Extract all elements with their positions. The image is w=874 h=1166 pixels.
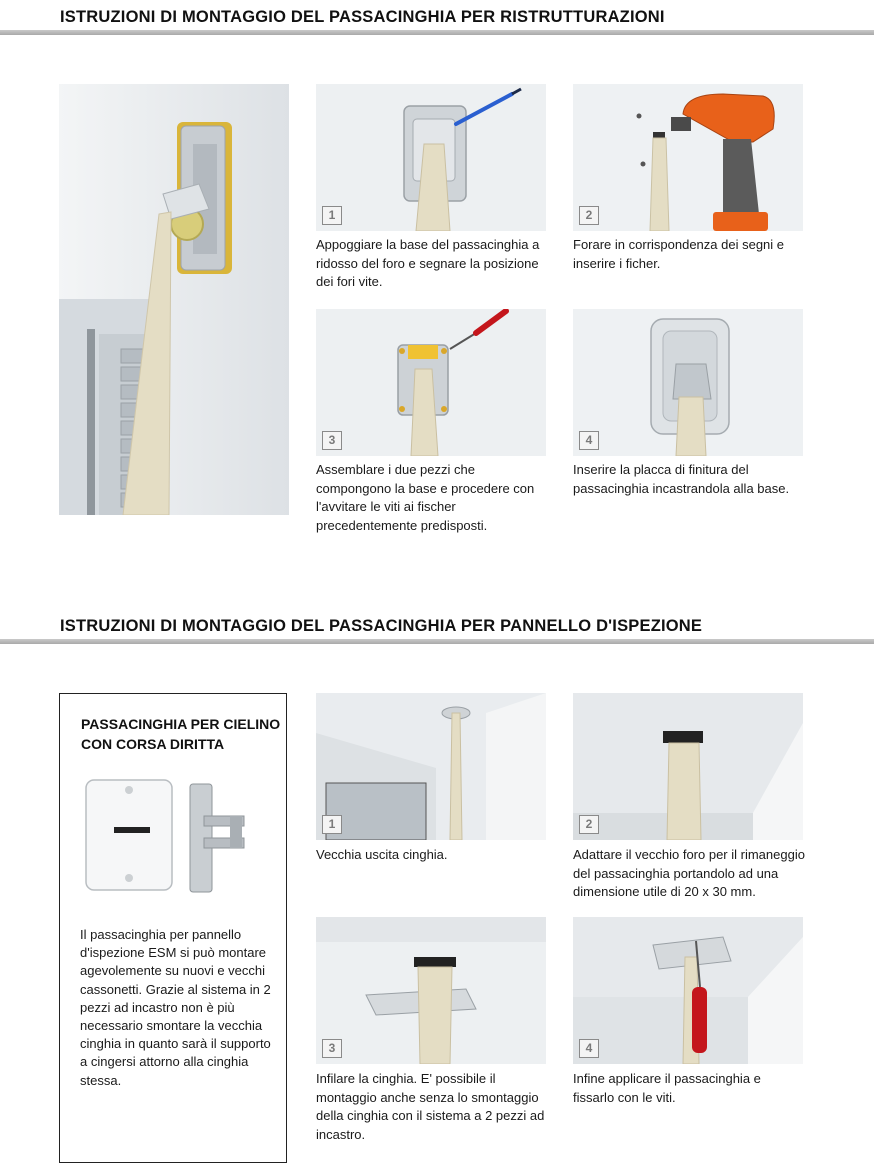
ceiling-step2-caption: Adattare il vecchio foro per il rimaneggio del passacinghia portandolo ad una dimensione utile di 20 x 30 mm. — [573, 847, 805, 899]
ceiling-step2-number-badge: 2 — [579, 815, 599, 834]
step2-image-drilling — [573, 84, 803, 231]
product-info-box — [59, 693, 287, 1163]
step2-number-badge: 2 — [579, 206, 599, 225]
section2-divider — [0, 639, 874, 644]
step4-number-badge: 4 — [579, 431, 599, 450]
ceiling-step3-number-badge: 3 — [322, 1039, 342, 1058]
ceiling-step1-number-badge: 1 — [322, 815, 342, 834]
step4-image-finishing-plate — [573, 309, 803, 456]
ceiling-step3-caption: Infilare la cinghia. E' possibile il montaggio anche senza lo smontaggio della cinghia con il sistema a 2 pezzi ad incastro. — [316, 1071, 545, 1142]
step1-caption: Appoggiare la base del passacinghia a ridosso del foro e segnare la posizione dei fori vite. — [316, 237, 540, 289]
step1-image-base-marking — [316, 84, 546, 231]
step2-caption: Forare in corrispondenza dei segni e inserire i ficher. — [573, 237, 785, 271]
section2-title: ISTRUZIONI DI MONTAGGIO DEL PASSACINGHIA PER PANNELLO D'ISPEZIONE — [60, 617, 703, 635]
product-box-title: PASSACINGHIA PER CIELINO CON CORSA DIRITTA — [81, 716, 281, 752]
section1-divider — [0, 30, 874, 35]
ceiling-step2-image-enlarge-hole — [573, 693, 803, 840]
step3-number-badge: 3 — [322, 431, 342, 450]
ceiling-step1-caption: Vecchia uscita cinghia. — [316, 847, 448, 862]
ceiling-step4-number-badge: 4 — [579, 1039, 599, 1058]
section1-title: ISTRUZIONI DI MONTAGGIO DEL PASSACINGHIA PER RISTRUTTURAZIONI — [60, 8, 665, 26]
hero-image-strap-guide-on-wall — [59, 84, 289, 515]
step4-caption: Inserire la placca di finitura del passacinghia incastrandola alla base. — [573, 462, 790, 496]
step1-number-badge: 1 — [322, 206, 342, 225]
product-box-description: Il passacinghia per pannello d'ispezione ESM si può montare agevolemente su nuovi e vecchi cassonetti. Grazie al sistema in 2 pezzi ad incastro non è più necessario smontare la vecchia cinghia in quanto sarà il supporto a cingersi attorno alla cinghia stessa. — [80, 927, 271, 1088]
product-image-two-piece-strap-guide — [80, 774, 265, 896]
ceiling-step1-image-old-strap-exit — [316, 693, 546, 840]
ceiling-step4-image-screw-fixing — [573, 917, 803, 1064]
step3-caption: Assemblare i due pezzi che compongono la base e procedere con l'avvitare le viti ai fischer precedentemente predisposti. — [316, 462, 535, 533]
step3-image-screwing-base — [316, 309, 546, 456]
ceiling-step4-caption: Infine applicare il passacinghia e fissarlo con le viti. — [573, 1071, 761, 1105]
ceiling-step3-image-insert-strap — [316, 917, 546, 1064]
